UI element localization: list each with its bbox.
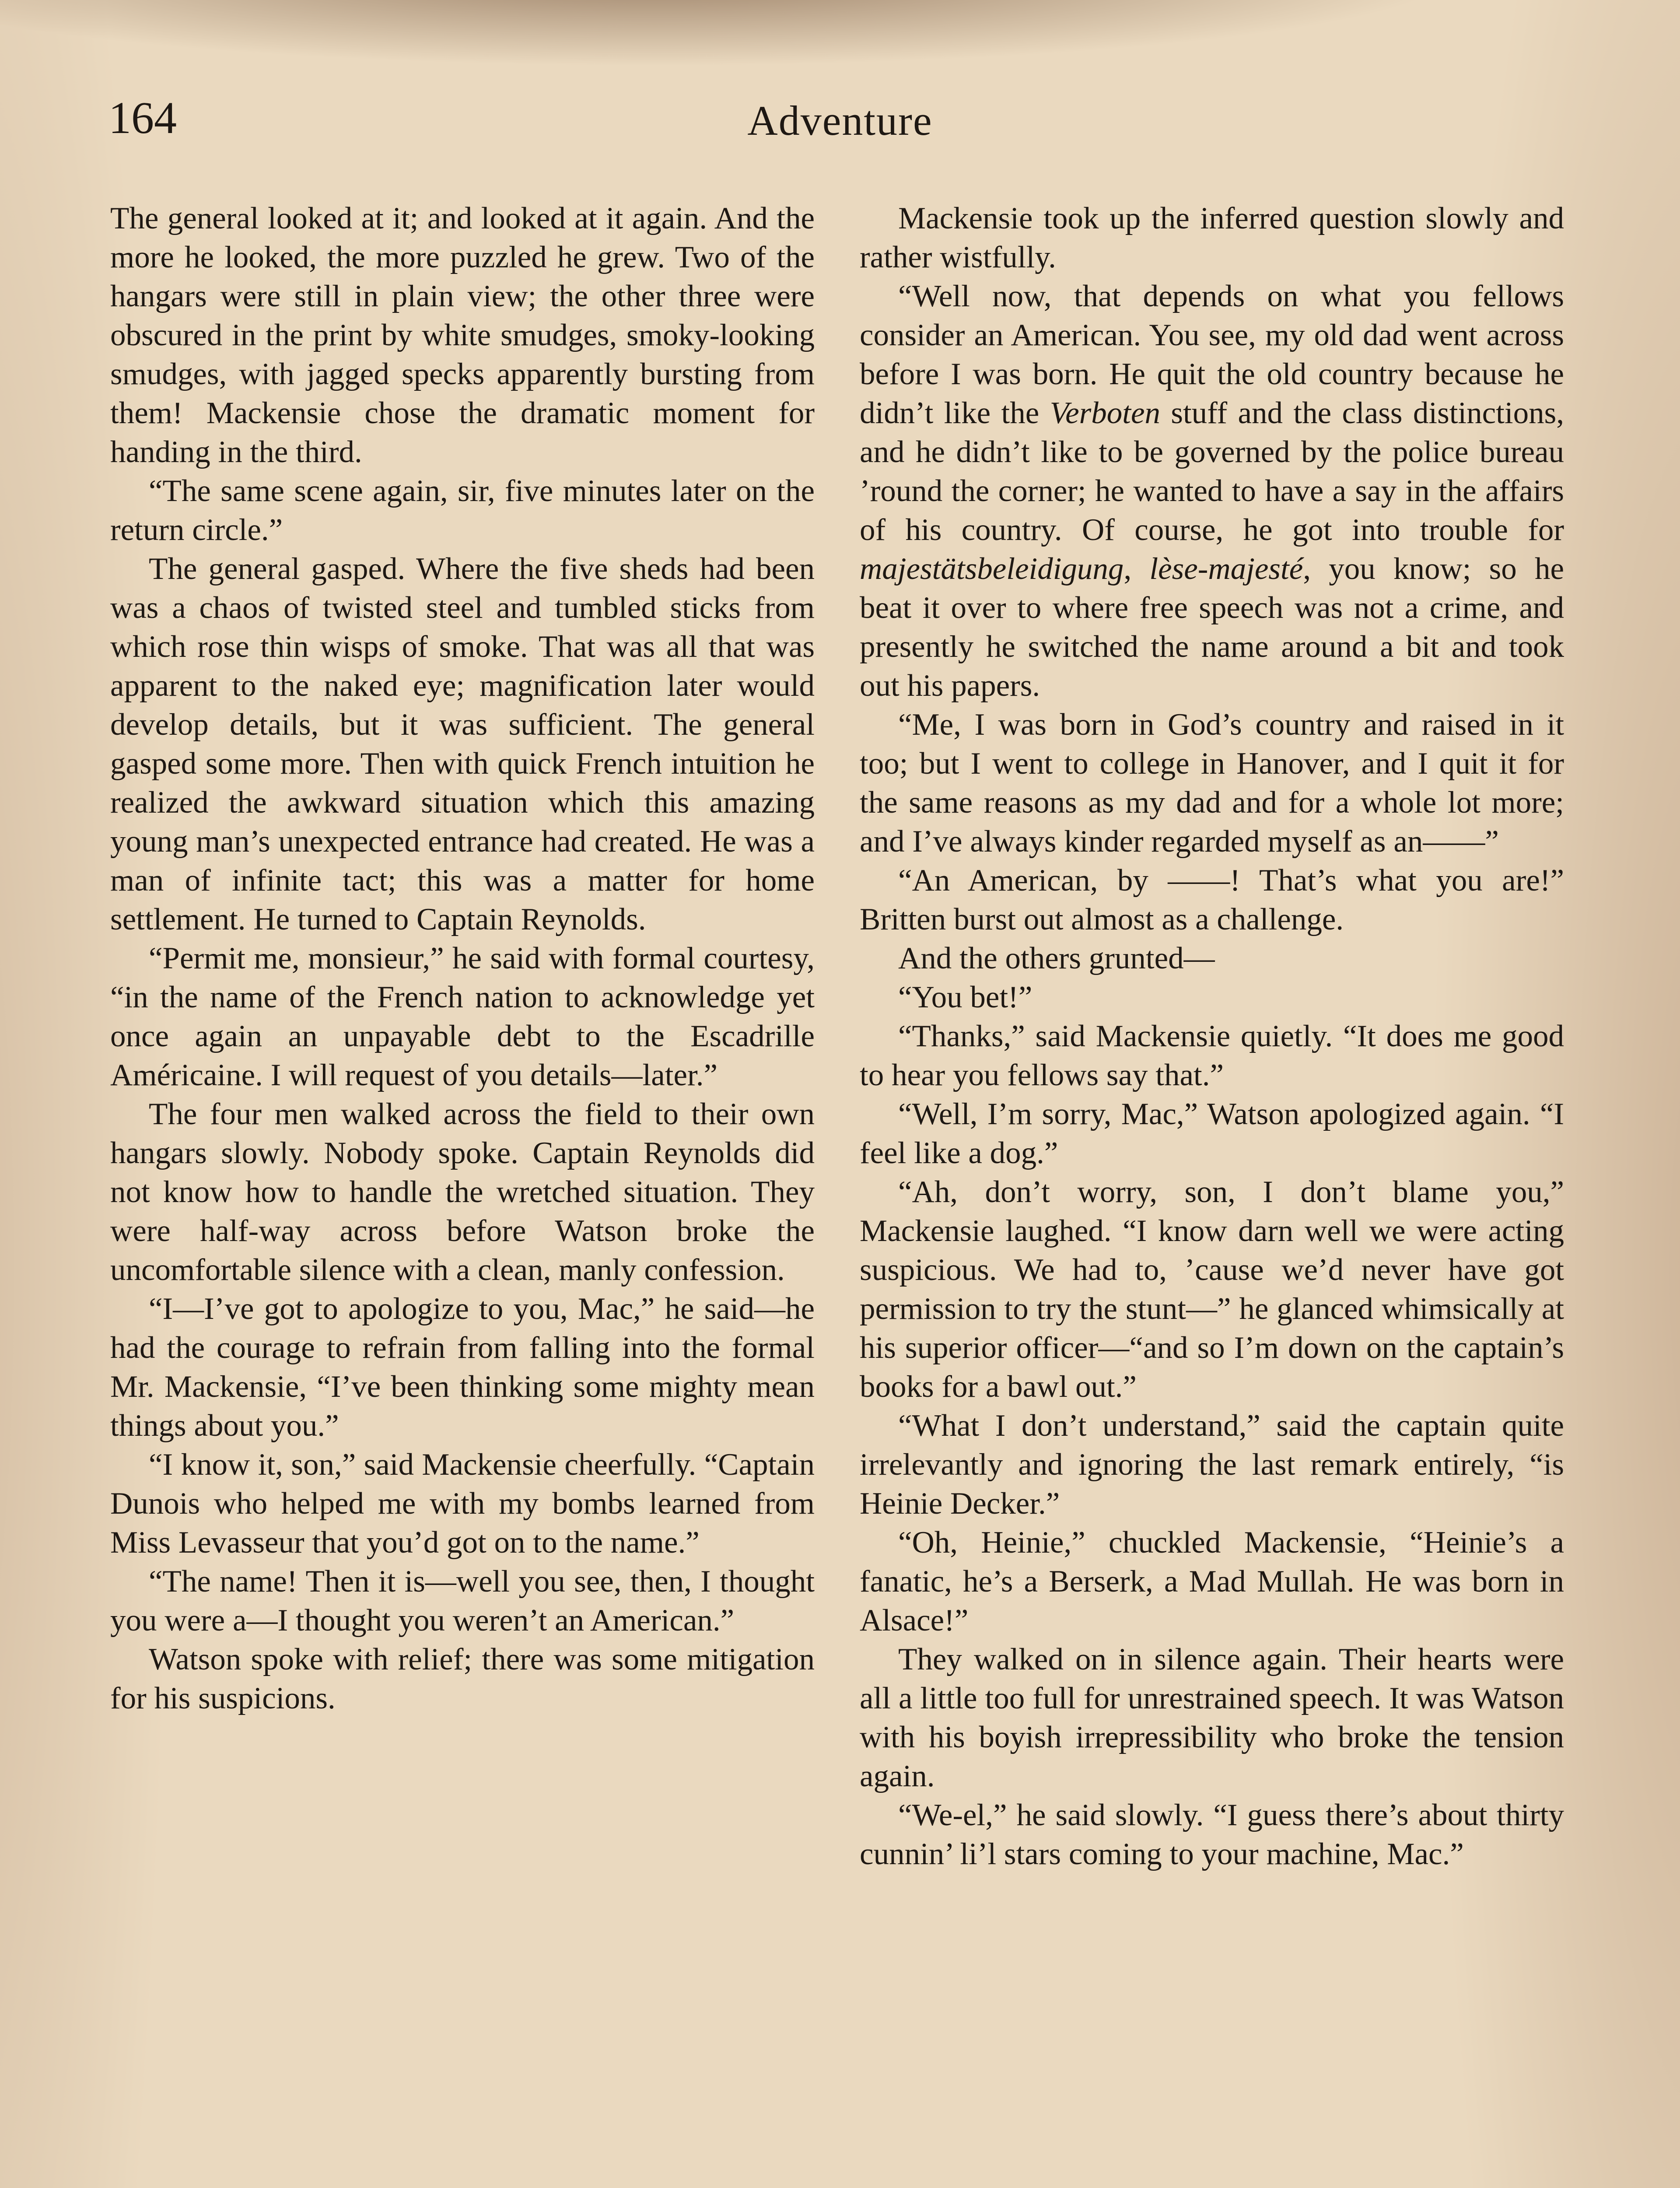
right-column: [860, 199, 1564, 1874]
paragraph: The general gasped. Where the five sheds had been was a chaos of twisted steel and tumbled sticks from which rose thin wisps of smoke. That was all that was apparent to the naked eye; magnification later would develop details, but it was sufficient. The general gasped some more. Then with quick French intuition he realized the awkward situation which this amazing young man’s unexpected entrance had created. He was a man of infinite tact; this was a matter for home settlement. He turned to Captain Reynolds.: [110, 552, 815, 936]
left-column: [110, 199, 815, 1718]
paragraph: The general looked at it; and looked at it again. And the more he looked, the more puzzled he grew. Two of the hangars were still in plain view; the other three were obscured in the print by white smudges, smoky-looking smudges, with jagged specks apparently bursting from them! Mackensie chose the dramatic moment for handing in the third.: [110, 201, 815, 469]
paragraph: “Well, I’m sorry, Mac,” Watson apologized again. “I feel like a dog.”: [860, 1097, 1564, 1170]
paragraph: And the others grunted—: [898, 941, 1215, 975]
paragraph: “Permit me, monsieur,” he said with formal courtesy, “in the name of the French nation to acknowledge yet once again an unpayable debt to the Escadrille Américaine. I will request of you details—later.”: [110, 941, 815, 1092]
paragraph: The four men walked across the field to their own hangars slowly. Nobody spoke. Captain Reynolds did not know how to handle the wretched situation. They were half-way across before Watson broke the uncomfortable silence with a clean, manly confession.: [110, 1097, 815, 1287]
paragraph: “I know it, son,” said Mackensie cheerfully. “Captain Dunois who helped me with my bombs learned from Miss Levasseur that you’d got on to the name.”: [110, 1448, 815, 1560]
paragraph: “I—I’ve got to apologize to you, Mac,” he said—he had the courage to refrain from falling into the formal Mr. Mackensie, “I’ve been thinking some mighty mean things about you.”: [110, 1292, 815, 1443]
paragraph: “Ah, don’t worry, son, I don’t blame you,” Mackensie laughed. “I know darn well we were acting suspicious. We had to, ’cause we’d never have got permission to try the stunt—” he glanced whimsically at his superior officer—“and so I’m down on the captain’s books for a bawl out.”: [860, 1175, 1564, 1404]
paragraph: “An American, by ——! That’s what you are!” Britten burst out almost as a challenge.: [860, 863, 1564, 936]
paragraph: “The name! Then it is—well you see, then, I thought you were a—I thought you weren’t an American.”: [110, 1564, 815, 1637]
paragraph: “Thanks,” said Mackensie quietly. “It does me good to hear you fellows say that.”: [860, 1019, 1564, 1092]
italic-word: majestätsbeleidigung: [860, 552, 1124, 586]
text-run: , you know; so he beat it over to where free speech was not a crime, and presently he switched the name around a bit and took out his papers.: [860, 552, 1564, 703]
paragraph: “Me, I was born in God’s country and raised in it too; but I went to college in Hanover, and I quit it for the same reasons as my dad and for a whole lot more; and I’ve always kinder regarded myself as an——”: [860, 708, 1564, 859]
text-run: ,: [1124, 552, 1150, 586]
text-run: “Well now, that depends on what you fellows consider an American. You see, my old dad went across before I was born. He quit the old country because he didn’t like the: [860, 279, 1564, 430]
paragraph: “The same scene again, sir, five minutes later on the return circle.”: [110, 474, 815, 547]
page-number: 164: [108, 93, 177, 143]
italic-word: lèse-majesté: [1149, 552, 1303, 586]
paragraph: “Oh, Heinie,” chuckled Mackensie, “Heinie’s a fanatic, he’s a Berserk, a Mad Mullah. He was born in Alsace!”: [860, 1525, 1564, 1637]
italic-word: Verboten: [1050, 396, 1160, 430]
running-title: Adventure: [747, 97, 933, 144]
page-header: [0, 0, 1680, 175]
paragraph: Watson spoke with relief; there was some mitigation for his suspicions.: [110, 1642, 815, 1715]
paragraph: [860, 277, 1564, 705]
paragraph: “You bet!”: [898, 980, 1032, 1014]
paragraph: They walked on in silence again. Their hearts were all a little too full for unrestrained speech. It was Watson with his boyish irrepressibility who broke the tension again.: [860, 1642, 1564, 1793]
paragraph: “What I don’t understand,” said the captain quite irrelevantly and ignoring the last remark entirely, “is Heinie Decker.”: [860, 1409, 1564, 1521]
paragraph: “We-el,” he said slowly. “I guess there’s about thirty cunnin’ li’l stars coming to your machine, Mac.”: [860, 1798, 1564, 1871]
text-run: stuff and the class distinctions, and he didn’t like to be governed by the police bureau ’round the corner; he wanted to have a say in the affairs of his country. Of course, he got into trouble for: [860, 396, 1564, 547]
paragraph: Mackensie took up the inferred question slowly and rather wistfully.: [860, 201, 1564, 274]
